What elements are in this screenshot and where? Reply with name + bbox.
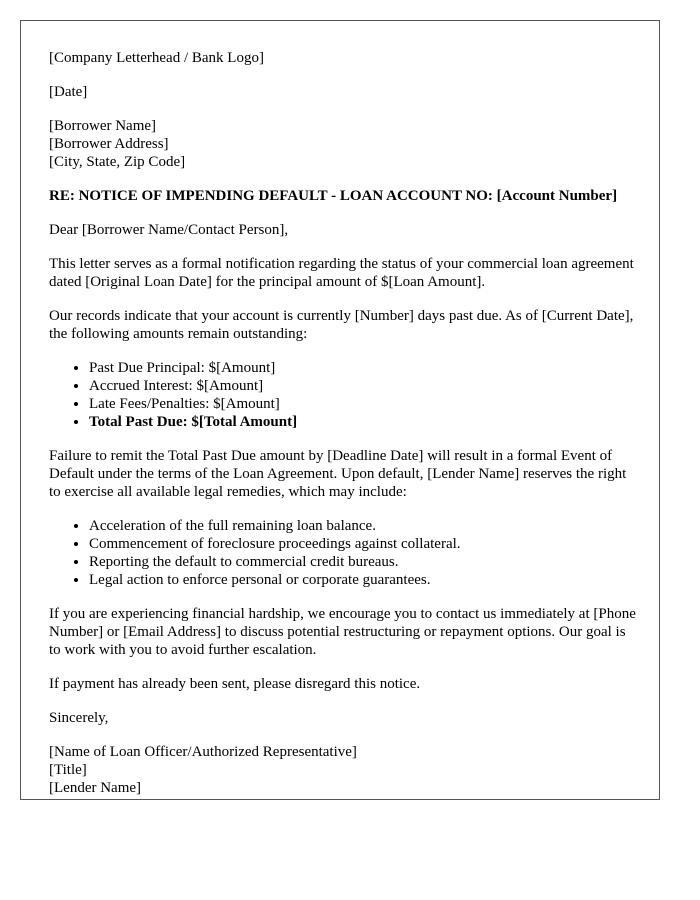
remedies-list — [49, 517, 639, 589]
paragraph-disregard: If payment has already been sent, please disregard this notice. — [49, 676, 421, 692]
amounts-list — [49, 359, 639, 431]
list-item-total: • Total Past Due: $[Total Amount] — [89, 413, 639, 431]
list-item: • Past Due Principal: $[Amount] — [89, 359, 639, 377]
list-item: • Accrued Interest: $[Amount] — [89, 377, 639, 395]
borrower-name: [Borrower Name] — [49, 118, 157, 134]
letter-body — [49, 49, 639, 800]
list-item: • Late Fees/Penalties: $[Amount] — [89, 395, 639, 413]
borrower-address: [Borrower Address] — [49, 136, 169, 152]
signer-title: [Title] — [49, 762, 87, 778]
salutation: Dear [Borrower Name/Contact Person], — [49, 222, 289, 238]
letterhead: [Company Letterhead / Bank Logo] — [49, 50, 264, 66]
paragraph-past-due: Our records indicate that your account is currently [Number] days past due. As of [Current Date], the following amounts remain outstanding: — [49, 308, 634, 342]
paragraph-hardship: If you are experiencing financial hardship, we encourage you to contact us immediately at [Phone Number] or [Email Address] to discuss potential restructuring or repayment options. Our goal is to work with you to avoid further escalation. — [49, 606, 636, 658]
paragraph-notification: This letter serves as a formal notification regarding the status of your commercial loan agreement dated [Original Loan Date] for the principal amount of $[Loan Amount]. — [49, 256, 634, 290]
list-item: • Acceleration of the full remaining loan balance. — [89, 517, 639, 535]
letter-frame — [20, 20, 660, 800]
list-item: • Legal action to enforce personal or corporate guarantees. — [89, 571, 639, 589]
signer-name: [Name of Loan Officer/Authorized Representative] — [49, 744, 357, 760]
letter-date: [Date] — [49, 84, 88, 100]
list-item: • Reporting the default to commercial credit bureaus. — [89, 553, 639, 571]
borrower-city-state-zip: [City, State, Zip Code] — [49, 154, 186, 170]
lender-name: [Lender Name] — [49, 780, 142, 796]
paragraph-default-warning: Failure to remit the Total Past Due amount by [Deadline Date] will result in a formal Event of Default under the terms of the Loan Agreement. Upon default, [Lender Name] reserves the right to exercise all available legal remedies, which may include: — [49, 448, 627, 500]
borrower-block — [49, 117, 639, 171]
closing: Sincerely, — [49, 710, 109, 726]
signature-block — [49, 743, 639, 797]
subject-line: RE: NOTICE OF IMPENDING DEFAULT - LOAN ACCOUNT NO: [Account Number] — [49, 188, 618, 204]
list-item: • Commencement of foreclosure proceedings against collateral. — [89, 535, 639, 553]
